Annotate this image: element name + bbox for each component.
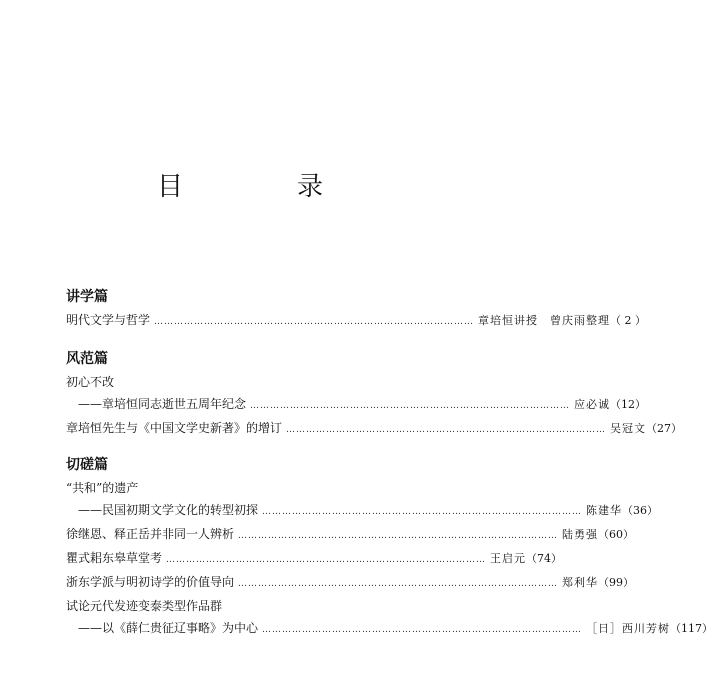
- leader-dots: ……………………………………………………………………………………: [238, 579, 559, 589]
- leader-dots: ……………………………………………………………………………………: [250, 401, 571, 411]
- entry-page: （36）: [622, 504, 659, 517]
- entry-title: 浙东学派与明初诗学的价值导向: [66, 575, 235, 589]
- toc-entry: [66, 571, 635, 595]
- toc-entry: [66, 309, 647, 333]
- entry-title: 明代文学与哲学: [66, 313, 151, 327]
- leader-dots: ……………………………………………………………………………………: [154, 317, 475, 327]
- entry-title: 初心不改: [66, 375, 115, 389]
- leader-dots: ……………………………………………………………………………………: [166, 555, 487, 565]
- section-jiangxue: [66, 287, 647, 333]
- entry-page: （74）: [526, 552, 563, 565]
- section-fengfan: [66, 349, 683, 441]
- entry-title: 瞿式耜东皋草堂考: [66, 551, 163, 565]
- leader-dots: ……………………………………………………………………………………: [262, 507, 583, 517]
- entry-author: 应必诚: [574, 398, 611, 411]
- entry-page: （99）: [598, 576, 635, 589]
- entry-author: 吴冠文: [610, 422, 647, 435]
- entry-subtitle: ——以《薛仁贵征辽事略》为中心: [78, 621, 259, 635]
- entry-author: 陆勇强: [562, 528, 599, 541]
- entry-subtitle: ——章培恒同志逝世五周年纪念: [78, 397, 247, 411]
- entry-title: 试论元代发迹变泰类型作品群: [66, 599, 223, 613]
- toc-entry: [66, 499, 659, 523]
- entry-page: （60）: [598, 528, 635, 541]
- toc-entry: [66, 547, 563, 571]
- toc-entry: [66, 523, 635, 547]
- page-title: 目 录: [156, 172, 367, 202]
- toc-entry: [66, 393, 647, 417]
- entry-page: （ 2 ）: [610, 314, 647, 327]
- section-heading: 讲学篇: [66, 289, 108, 305]
- entry-title: 章培恒先生与《中国文学史新著》的增订: [66, 421, 283, 435]
- entry-title: 徐继恩、释正岳并非同一人辨析: [66, 527, 235, 541]
- entry-author: 章培恒讲授 曾庆雨整理: [478, 314, 611, 327]
- entry-title: “共和”的遗产: [66, 481, 139, 495]
- entry-author: 郑利华: [562, 576, 599, 589]
- entry-author: 陈建华: [586, 504, 623, 517]
- entry-author: ［日］西川芳树: [586, 622, 671, 635]
- entry-page: （27）: [646, 422, 683, 435]
- leader-dots: ……………………………………………………………………………………: [262, 625, 583, 635]
- entry-page: （117）: [670, 622, 713, 635]
- toc-entry: [66, 617, 713, 641]
- section-heading: 切磋篇: [66, 457, 108, 473]
- entry-subtitle: ——民国初期文学文化的转型初探: [78, 503, 259, 517]
- entry-page: （12）: [610, 398, 647, 411]
- leader-dots: ……………………………………………………………………………………: [286, 425, 607, 435]
- section-heading: 风范篇: [66, 351, 108, 367]
- section-qiecuo: [66, 455, 713, 641]
- leader-dots: ……………………………………………………………………………………: [238, 531, 559, 541]
- entry-author: 王启元: [490, 552, 527, 565]
- toc-entry: [66, 417, 683, 441]
